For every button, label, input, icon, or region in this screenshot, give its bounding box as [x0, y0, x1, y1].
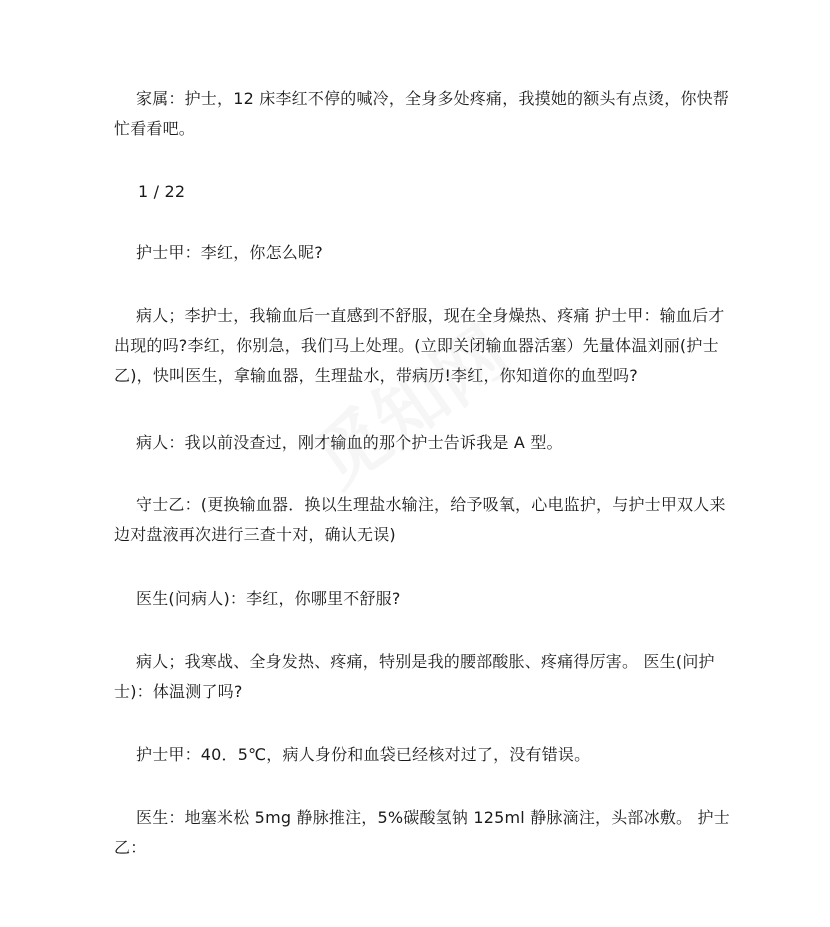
paragraph-patient-symptoms: 病人；我寒战、全身发热、疼痛，特别是我的腰部酸胀、疼痛得厉害。 医生(问护士)：体温测了吗?	[114, 652, 715, 701]
paragraph-patient-blood-type: 病人：我以前没查过，刚才输血的那个护士告诉我是 A 型。	[136, 433, 563, 452]
page-indicator: 1 / 22	[138, 182, 186, 201]
paragraph-nurse-a-temperature: 护士甲：40．5℃，病人身份和血袋已经核对过了，没有错误。	[136, 745, 591, 764]
paragraph-family-report: 家属：护士，12 床李红不停的喊冷，全身多处疼痛，我摸她的额头有点烫，你快帮忙看看吧。	[114, 89, 730, 138]
paragraph-nurse-a-question: 护士甲：李红，你怎么昵?	[136, 243, 323, 262]
paragraph-patient-complaint: 病人；李护士，我输血后一直感到不舒服，现在全身燥热、疼痛 护士甲：输血后才出现的吗?李红，你别急，我们马上处理。(立即关闭输血器活塞）先量体温刘丽(护士乙)，快叫医生，拿输血器，生理盐水，带病历!李红，你知道你的血型吗?	[114, 306, 725, 385]
paragraph-nurse-b-action: 守士乙：(更换输血器．换以生理盐水输注，给予吸氧，心电监护，与护士甲双人来边对盘液再次进行三查十对，确认无误)	[114, 495, 726, 544]
paragraph-doctor-orders: 医生：地塞米松 5mg 静脉推注，5%碳酸氢钠 125ml 静脉滴注，头部冰敷。 护士乙：	[114, 808, 730, 857]
paragraph-doctor-question: 医生(问病人)：李红，你哪里不舒服?	[136, 589, 401, 608]
